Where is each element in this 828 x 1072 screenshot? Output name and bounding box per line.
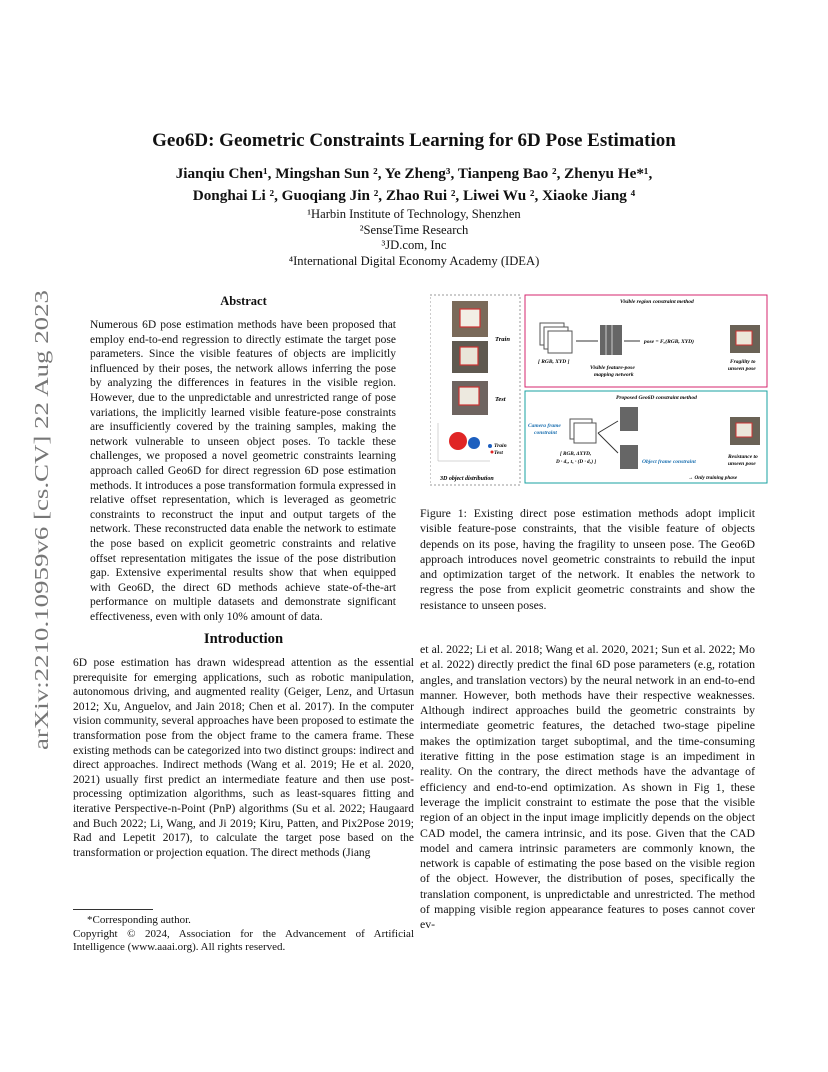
- right-column-body: et al. 2022; Li et al. 2018; Wang et al. 2020, 2021; Sun et al. 2022; Mo et al. 2022) directly predict the final 6D pose parameters (e.g, rotation angles, and translation vectors) by the neural network in an end-to-end manner. However, both methods have their respective weaknesses. Although indirect approaches build the geometric constraints by intermediate geometric features, the detached two-stage pipeline makes the optimization target suboptimal, and the time-consuming iterative fitting in the pose estimation stage is an impediment in reality. On the contrary, the direct methods have the advantage of efficiency and end-to-end optimization. As shown in Fig 1, these leverage the implicit constraint to estimate the pose that the visible region of an object in the input image implicitly depends on the object CAD model, the camera intrinsic, and its pose. Given that the CAD model and camera intrinsic parameters are commonly known, the network is capable of estimating the pose based on the visible region of the object. However, the distribution of poses, specifically the translation component, is unpredictable and unrestricted. The method of mapping visible region appearance features to poses cannot cover ev-: [420, 642, 755, 932]
- introduction-heading: Introduction: [203, 631, 284, 647]
- introduction-body: 6D pose estimation has drawn widespread attention as the essential prerequisite for emerging applications, such as robotic manipulation, autonomous driving, and augmented reality (Geiger, Lenz, and Urtasun 2012; Xu, Anguelov, and Jain 2018; Chen et al. 2017). In the computer vision community, several approaches have been proposed to estimate the transformation pose from the object frame to the camera frame. These existing methods can be categorized into two distinct groups: indirect and direct approaches. Indirect methods (Wang et al. 2019; He et al. 2020, 2021) usually first predict an intermediate feature and then use post-processing optimization algorithms, such as least-squares fitting and iterative Perspective-n-Point (PnP) algorithms (Su et al. 2022; Haugaard and Buch 2022; Li, Wang, and Ji 2019; Kiru, Patten, and Pix2Pose 2019; Rad and Lepetit 2017), to calculate the target pose based on the transformation or projection equation. The direct methods (Jiang: [73, 657, 414, 859]
- fragility-label-2: unseen pose: [728, 366, 756, 372]
- footnote-rule: [73, 909, 153, 910]
- affiliation-2: ²SenseTime Research: [359, 222, 469, 237]
- camera-frame-label: Camera frame: [528, 423, 561, 429]
- test-label: Test: [495, 396, 506, 403]
- visible-net-label: Visible feature-pose: [590, 365, 635, 371]
- paper-title: Geo6D: Geometric Constraints Learning for 6D Pose Estimation: [152, 130, 676, 151]
- distribution-plot: [438, 423, 507, 482]
- affiliation-4: ⁴International Digital Economy Academy (IDEA): [288, 253, 540, 268]
- legend-train: Train: [494, 443, 507, 449]
- geo6d-method-title: Proposed Geo6D constraint method: [616, 395, 697, 401]
- figure-caption: Figure 1: Existing direct pose estimation methods adopt implicit visible feature-pose constraints, that the visible feature of objects depends on its pose, having the fragility to unseen pose. The Geo6D approach introduces novel geometric constraints to rebuild the input and optimization target of the network. It enables the network to regress the pose from explicit geometric constraints and show the resistance to unseen poses.: [420, 506, 755, 612]
- arxiv-side-label: [18, 280, 58, 760]
- corresponding-author-note: *Corresponding author.: [87, 914, 191, 926]
- visible-method-title: Visible region constraint method: [620, 299, 694, 305]
- input-bottom-label-2: D · dₓ, tₓ · (D · dₓ) ]: [556, 459, 597, 465]
- object-frame-label: Object frame constraint: [642, 459, 696, 465]
- author-list: [60, 163, 768, 207]
- camera-frame-label-2: constraint: [534, 430, 557, 436]
- figure-1: [430, 293, 770, 488]
- train-images: [452, 301, 510, 373]
- abstract-body: Numerous 6D pose estimation methods have been proposed that employ end-to-end regression to directly estimate the target pose parameters. Since the visible features of objects are implicitly influenced by their poses, the network allows inferring the pose by analyzing the differences in features in the visible region. However, due to the unpredictable and unrestricted range of pose variations, the implicitly learned visible feature-pose constraints are insufficiently covered by the training samples, making the network vulnerable to unseen object poses. To tackle these challenges, we proposed a novel geometric constraints learning approach called Geo6D for direct regression 6D pose estimation methods. It introduces a pose transformation formula expressed in relative offset representation, which is leveraged as geometric constraints to reconstruct the input and output targets of the network. These reconstructed data enable the network to estimate the pose based on explicit geometric constraints and relative offset representation mitigates the issue of the pose distribution gap. Extensive experimental results show that when equipped with Geo6D, the direct 6D methods achieve state-of-the-art performance on multiple datasets and demonstrate significant effectiveness, even with only 10% amount of data.: [90, 319, 396, 623]
- affiliation-3: ³JD.com, Inc: [381, 238, 447, 252]
- test-image: [452, 381, 506, 415]
- affiliation-1: ¹Harbin Institute of Technology, Shenzhen: [307, 207, 521, 221]
- author-line-2: Donghai Li ², Guoqiang Jin ², Zhao Rui ², Liwei Wu ², Xiaoke Jiang ⁴: [192, 187, 636, 204]
- abstract-heading: Abstract: [220, 294, 267, 308]
- footnote: [73, 914, 414, 955]
- arxiv-id-text: arXiv:2210.10959v6 [cs.CV] 22 Aug 2023: [31, 407, 53, 750]
- fragility-label: Fragility to: [730, 359, 756, 365]
- legend-test: Test: [494, 450, 503, 456]
- pose-formula: pose = Fₒ(RGB, XYD): [644, 339, 694, 345]
- copyright-note: Copyright © 2024, Association for the Advancement of Artificial Intelligence (www.aaai.org). All rights reserved.: [73, 927, 414, 953]
- visible-net-label-2: mapping network: [594, 372, 634, 378]
- input-top-label: [ RGB, XYD ]: [538, 359, 570, 365]
- affiliation-list: [60, 207, 768, 269]
- resistance-label: Resistance to: [728, 454, 758, 460]
- resistance-label-2: unseen pose: [728, 461, 756, 467]
- input-bottom-label: [ RGB, ΔXYD,: [560, 451, 592, 457]
- author-line-1: Jianqiu Chen¹, Mingshan Sun ², Ye Zheng³, Tianpeng Bao ², Zhenyu He*¹,: [175, 165, 653, 182]
- train-label: Train: [495, 336, 510, 343]
- only-training-label: → Only training phase: [688, 475, 738, 481]
- distribution-label: 3D object distribution: [440, 476, 494, 482]
